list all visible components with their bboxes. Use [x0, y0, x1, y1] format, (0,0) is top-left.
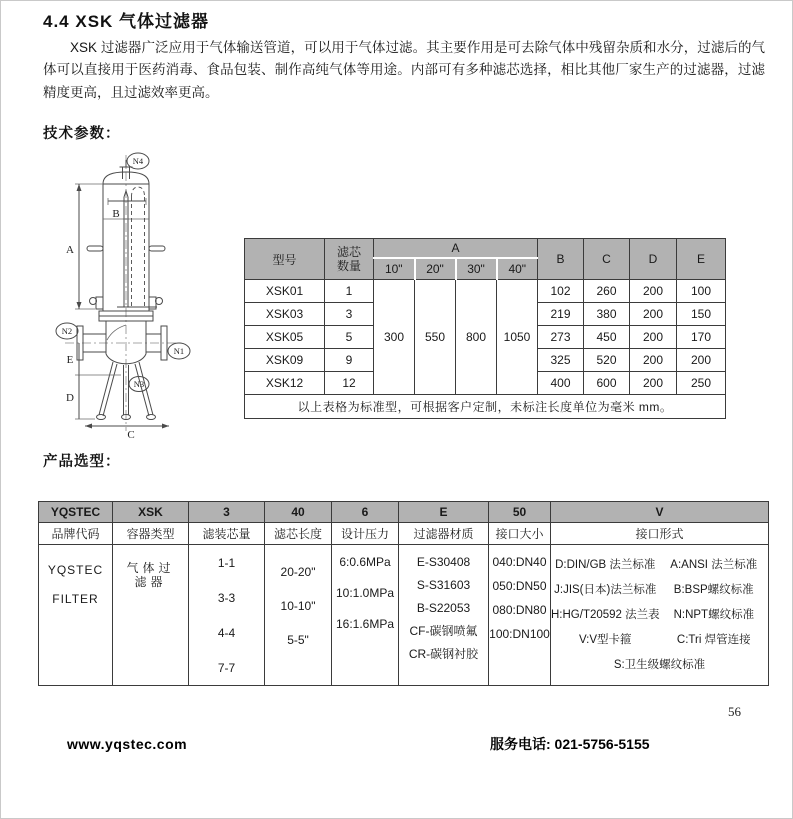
selection-label-row: [39, 523, 769, 545]
table-row: XSK05 5 273 450 200 170: [245, 326, 726, 349]
tech-col-model: 型号: [245, 239, 325, 280]
code-port-type: V: [551, 502, 769, 523]
page-number: 56: [728, 704, 741, 719]
footer-website: www.yqstec.com: [67, 736, 188, 752]
tech-col-a20: 20": [415, 258, 456, 280]
tech-params-heading: 技术参数：: [43, 126, 121, 142]
tech-col-b: B: [538, 239, 584, 280]
cell-port-size: 040:DN40 050:DN50 080:DN80 100:DN100: [489, 545, 551, 686]
label-port-type: 接口形式: [551, 523, 769, 545]
cell-cartridge-qty: 1-1 3-3 4-4 7-7: [189, 545, 265, 686]
product-selection-heading: 产品选型：: [43, 454, 121, 470]
a-value-20: 550: [415, 280, 456, 395]
label-length: 滤芯长度: [265, 523, 332, 545]
table-row: XSK12 12 400 600 200 250: [245, 372, 726, 395]
tech-col-a40: 40": [497, 258, 538, 280]
cell-port-type: D:DIN/GB 法兰标准 A:ANSI 法兰标准 J:JIS(日本)法兰标准 B:BSP螺纹标准 H:HG/T20592 法兰表 N:NPT螺纹标准 V:V型卡箍 C:Tri 焊管连接 S:卫生级螺纹标准: [551, 545, 769, 686]
filter-vessel-diagram: [37, 147, 239, 441]
a-value-30: 800: [456, 280, 497, 395]
table-row: XSK01 1 300 550 800 1050 102 260 200 100: [245, 280, 726, 303]
tech-col-a10: 10": [374, 258, 415, 280]
diagram-label-n1: N1: [173, 346, 185, 356]
tech-params-table: [244, 238, 726, 419]
code-port-size: 50: [489, 502, 551, 523]
code-qty: 3: [189, 502, 265, 523]
label-pressure: 设计压力: [332, 523, 399, 545]
tech-col-a30: 30": [456, 258, 497, 280]
label-material: 过滤器材质: [399, 523, 489, 545]
diagram-label-n3: N3: [133, 379, 145, 389]
product-selection-table: [38, 501, 769, 686]
a-value-10: 300: [374, 280, 415, 395]
diagram-label-c: C: [127, 429, 135, 441]
tech-col-a-group: A: [374, 239, 538, 258]
code-type: XSK: [113, 502, 189, 523]
tech-col-e: E: [677, 239, 726, 280]
table-note: 以上表格为标准型，可根据客户定制，未标注长度单位为毫米 mm。: [245, 395, 726, 419]
selection-code-row: [39, 502, 769, 523]
label-brand: 品牌代码: [39, 523, 113, 545]
code-length: 40: [265, 502, 332, 523]
diagram-label-b: B: [112, 208, 120, 220]
label-port-size: 接口大小: [489, 523, 551, 545]
diagram-label-n2: N2: [61, 326, 73, 336]
a-value-40: 1050: [497, 280, 538, 395]
diagram-label-d: D: [66, 392, 74, 404]
diagram-label-a: A: [66, 244, 74, 256]
label-qty: 滤装芯量: [189, 523, 265, 545]
tech-col-c: C: [584, 239, 630, 280]
table-note-row: [245, 395, 726, 419]
code-material: E: [399, 502, 489, 523]
table-row: XSK03 3 219 380 200 150: [245, 303, 726, 326]
footer-phone: 服务电话: 021-5756-5155: [490, 736, 650, 752]
intro-paragraph: XSK 过滤器广泛应用于气体输送管道，可以用于气体过滤。其主要作用是可去除气体中残留杂质和水分，过滤后的气体可以直接用于医药消毒、食品包装、制作高纯气体等用途。内部可有多种滤芯选择，相比其他厂家生产的过滤器，过滤精度更高，且过滤效率更高。: [43, 40, 765, 100]
cell-brand: YQSTEC FILTER: [39, 545, 113, 686]
table-row: XSK09 9 325 520 200 200: [245, 349, 726, 372]
tech-col-qty: 滤芯 数量: [325, 239, 374, 280]
selection-body-row: [39, 545, 769, 686]
page-title: 4.4 XSK 气体过滤器: [43, 12, 210, 31]
diagram-label-n4: N4: [132, 156, 144, 166]
code-pressure: 6: [332, 502, 399, 523]
tech-col-d: D: [630, 239, 677, 280]
cell-cartridge-length: 20-20" 10-10" 5-5": [265, 545, 332, 686]
code-brand: YQSTEC: [39, 502, 113, 523]
label-type: 容器类型: [113, 523, 189, 545]
diagram-label-e: E: [66, 354, 74, 366]
cell-material: E-S30408 S-S31603 B-S22053 CF-碳钢喷氟 CR-碳钢衬胶: [399, 545, 489, 686]
cell-vessel-type: 气体过滤器: [113, 545, 189, 686]
cell-design-pressure: 6:0.6MPa 10:1.0MPa 16:1.6MPa: [332, 545, 399, 686]
